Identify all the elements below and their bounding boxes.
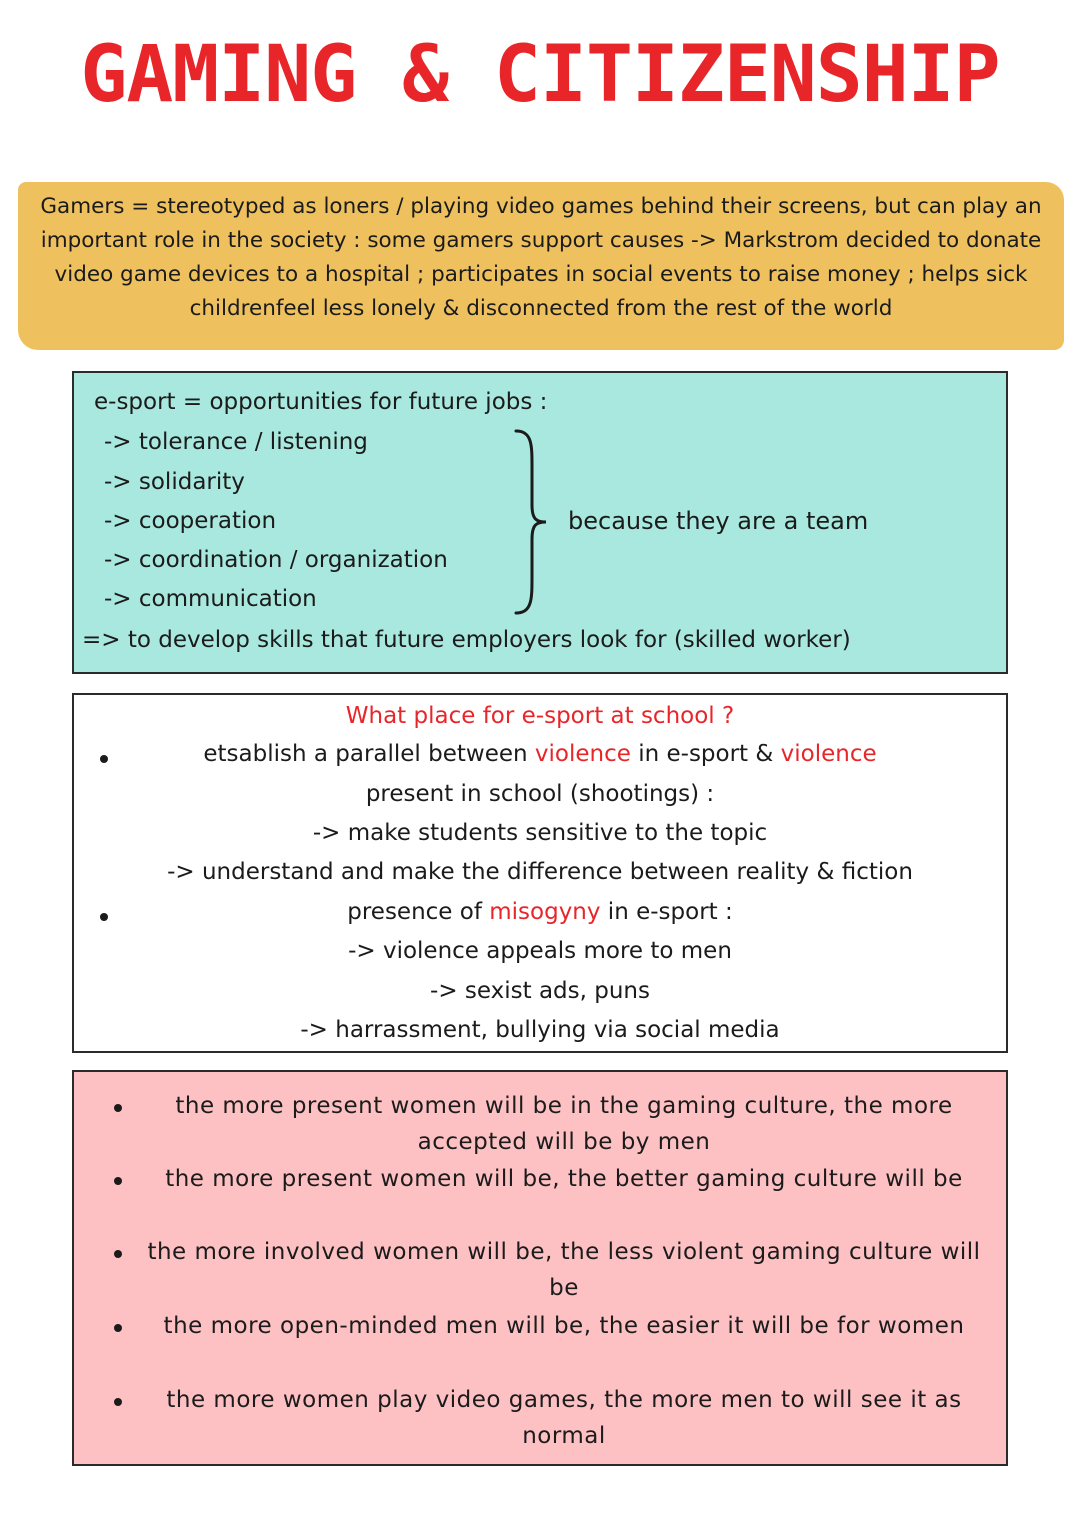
bullet-icon bbox=[114, 1398, 122, 1406]
misogyny-line bbox=[74, 897, 1006, 927]
bullet-icon bbox=[114, 1177, 122, 1185]
sub-point: -> harrassment, bullying via social media bbox=[300, 1017, 780, 1043]
list-item: the more present women will be in the gaming culture, the more accepted will be by men bbox=[175, 1093, 953, 1155]
text-span: in e-sport : bbox=[600, 899, 733, 925]
skill-item: -> tolerance / listening bbox=[104, 429, 368, 455]
intro-text: Gamers = stereotyped as loners / playing video games behind their screens, but can play an important role in the society : some gamers support causes -> Markstrom decided to donate video game devices to a hospital ; participates in social events to raise money ; helps sick childrenfeel less lonely & disconnected from the rest of the world bbox=[40, 194, 1042, 321]
highlight-violence: violence bbox=[780, 741, 877, 767]
sub-point: -> violence appeals more to men bbox=[348, 938, 732, 964]
esport-heading: e-sport = opportunities for future jobs : bbox=[94, 389, 548, 415]
list-item: the more involved women will be, the less violent gaming culture will be bbox=[147, 1239, 981, 1301]
intro-banner bbox=[18, 182, 1064, 350]
highlight-violence: violence bbox=[534, 741, 631, 767]
violence-parallel-cont: present in school (shootings) : bbox=[365, 781, 715, 807]
esport-school-box bbox=[72, 693, 1008, 1053]
women-gaming-box bbox=[72, 1070, 1008, 1466]
bullet-icon bbox=[114, 1324, 122, 1332]
page-title: GAMING & CITIZENSHIP bbox=[80, 30, 1000, 120]
brace-label: because they are a team bbox=[568, 507, 869, 535]
sub-point: -> make students sensitive to the topic bbox=[312, 820, 768, 846]
list-item: the more present women will be, the better gaming culture will be bbox=[165, 1166, 963, 1192]
skill-item: -> coordination / organization bbox=[104, 547, 448, 573]
sub-point: -> sexist ads, puns bbox=[430, 978, 650, 1004]
esport-jobs-box bbox=[72, 371, 1008, 674]
text-span: etsablish a parallel between bbox=[203, 741, 535, 767]
skill-item: -> solidarity bbox=[104, 469, 245, 495]
text-span: in e-sport & bbox=[630, 741, 781, 767]
text-span: presence of bbox=[347, 899, 490, 925]
skill-item: -> communication bbox=[104, 586, 317, 612]
list-item: the more women play video games, the more men to will see it as normal bbox=[166, 1387, 962, 1449]
violence-parallel-line bbox=[74, 739, 1006, 769]
curly-brace-icon bbox=[510, 427, 550, 617]
bullet-icon bbox=[114, 1250, 122, 1258]
highlight-misogyny: misogyny bbox=[489, 899, 601, 925]
sub-point: -> understand and make the difference between reality & fiction bbox=[167, 859, 913, 885]
school-question: What place for e-sport at school ? bbox=[345, 703, 735, 729]
bullet-icon bbox=[114, 1104, 122, 1112]
esport-conclusion: => to develop skills that future employers look for (skilled worker) bbox=[82, 627, 851, 653]
list-item: the more open-minded men will be, the easier it will be for women bbox=[163, 1313, 965, 1339]
skill-item: -> cooperation bbox=[104, 508, 277, 534]
